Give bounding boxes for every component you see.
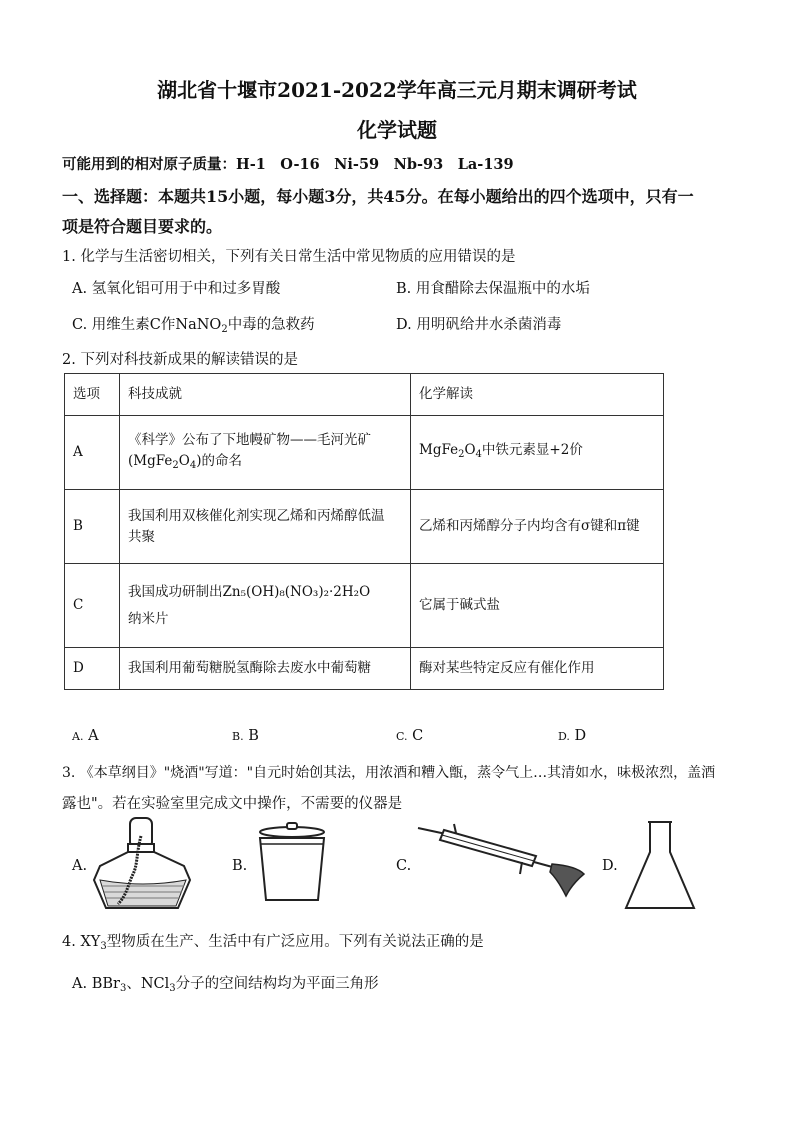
- row-interpretation: 乙烯和丙烯醇分子内均含有σ键和π键: [411, 490, 664, 564]
- table-header-row: [65, 374, 664, 416]
- q2-table: [64, 373, 664, 690]
- q3-label-b: B.: [232, 858, 248, 874]
- row-interpretation: 它属于碱式盐: [411, 564, 664, 648]
- exam-subtitle: 化学试题: [357, 118, 437, 142]
- exam-title: 湖北省十堰市2021-2022学年高三元月期末调研考试: [157, 78, 637, 102]
- q1-option-c: C. 用维生素C作NaNO$_2$中毒的急救药: [72, 317, 315, 335]
- section-heading-line1: 一、选择题：本题共15小题，每小题3分，共45分。在每小题给出的四个选项中，只有一: [62, 187, 694, 206]
- q4-option-a: A. BBr$_3$、NCl$_3$分子的空间结构均为平面三角形: [72, 976, 379, 994]
- row-achievement: 我国成功研制出Zn₅(OH)₈(NO₃)₂·2H₂O 纳米片: [120, 564, 411, 648]
- q3-label-d: D.: [602, 858, 618, 874]
- conical-flask-icon: [620, 818, 700, 914]
- q1-stem: 1. 化学与生活密切相关，下列有关日常生活中常见物质的应用错误的是: [62, 249, 516, 265]
- row-interpretation: $MgFe_2O_4$中铁元素显+2价: [411, 416, 664, 490]
- table-row: [65, 564, 664, 648]
- row-achievement: 我国利用双核催化剂实现乙烯和丙烯醇低温 共聚: [120, 490, 411, 564]
- q3-stem-line1: 3. 《本草纲目》"烧酒"写道："自元时始创其法，用浓酒和糟入甑，蒸令气上…其清如水，味极浓烈，盖酒: [62, 765, 716, 781]
- row-option: D: [65, 648, 120, 690]
- condenser-icon: [416, 822, 586, 898]
- q2-choice-c: C. C: [396, 728, 424, 744]
- table-row: [65, 416, 664, 490]
- header-option: 选项: [65, 374, 120, 416]
- q1-option-a: A. 氢氧化铝可用于中和过多胃酸: [72, 281, 281, 297]
- q2-choice-d: D. D: [558, 728, 587, 744]
- q3-stem-line2: 露也"。若在实验室里完成文中操作，不需要的仪器是: [62, 796, 403, 812]
- table-row: [65, 490, 664, 564]
- q4-stem: 4. $XY_3$型物质在生产、生活中有广泛应用。下列有关说法正确的是: [62, 934, 484, 952]
- alcohol-lamp-icon: [88, 816, 198, 916]
- q3-label-a: A.: [72, 858, 88, 874]
- nano2-formula: NaNO: [175, 317, 222, 333]
- q2-choice-b: B. B: [232, 728, 259, 744]
- q1-option-d: D. 用明矾给井水杀菌消毒: [396, 317, 562, 333]
- row-interpretation: 酶对某些特定反应有催化作用: [411, 648, 664, 690]
- header-interpretation: 化学解读: [411, 374, 664, 416]
- row-option: B: [65, 490, 120, 564]
- row-achievement: 我国利用葡萄糖脱氢酶除去废水中葡萄糖: [120, 648, 411, 690]
- q2-choice-a: A. A: [72, 728, 99, 744]
- row-option: A: [65, 416, 120, 490]
- crucible-icon: [252, 820, 332, 906]
- row-achievement: 《科学》公布了下地幔矿物——毛河光矿 $(MgFe_2O_4)$的命名: [120, 416, 411, 490]
- header-achievement: 科技成就: [120, 374, 411, 416]
- q3-label-c: C.: [396, 858, 412, 874]
- row-option: C: [65, 564, 120, 648]
- zn-formula: Zn₅(OH)₈(NO₃)₂·2H₂O: [222, 583, 371, 600]
- table-row: [65, 648, 664, 690]
- q2-stem: 2. 下列对科技新成果的解读错误的是: [62, 352, 298, 368]
- atomic-masses: 可能用到的相对原子质量：H-1 O-16 Ni-59 Nb-93 La-139: [62, 156, 514, 173]
- section-heading-line2: 项是符合题目要求的。: [62, 217, 223, 236]
- q1-option-b: B. 用食醋除去保温瓶中的水垢: [396, 281, 590, 297]
